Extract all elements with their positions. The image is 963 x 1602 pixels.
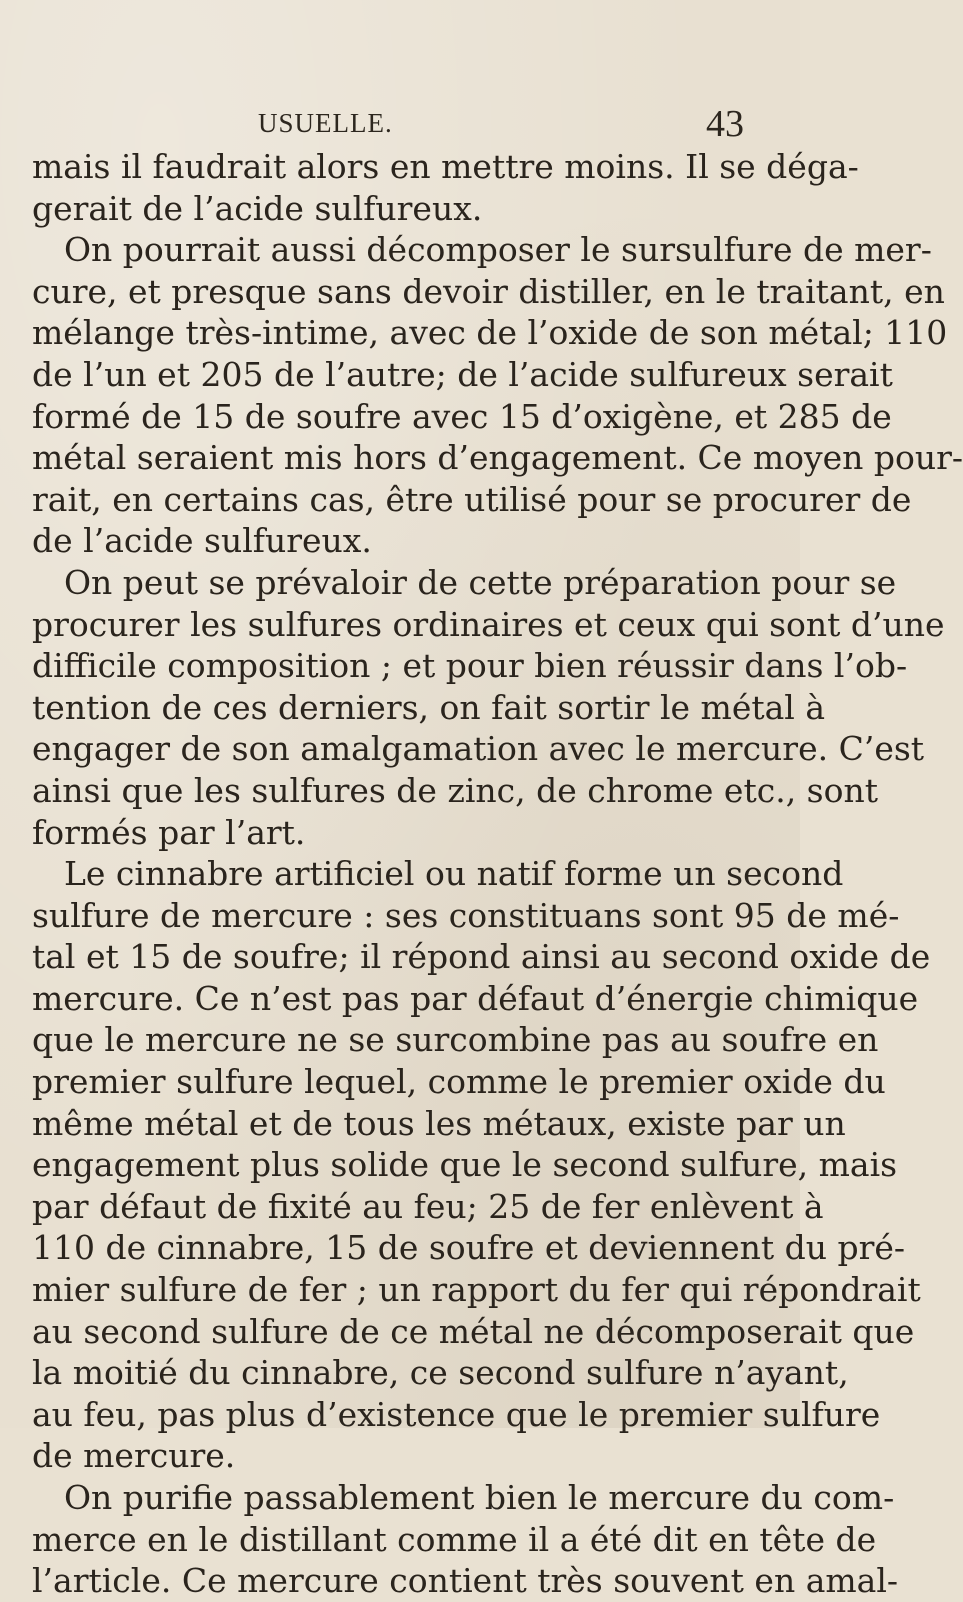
text-line: mercure. Ce n’est pas par défaut d’énergie chimique	[32, 978, 919, 1018]
text-line: au second sulfure de ce métal ne décomposerait que	[32, 1311, 915, 1351]
text-line: mélange très-intime, avec de l’oxide de son métal; 110	[32, 313, 948, 353]
text-line: la moitié du cinnabre, ce second sulfure n’ayant,	[32, 1353, 849, 1393]
text-line: mier sulfure de fer ; un rapport du fer qui répondrait	[32, 1270, 921, 1310]
text-line: tention de ces derniers, on fait sortir le métal à	[32, 687, 826, 727]
text-line: engagement plus solide que le second sulfure, mais	[32, 1145, 898, 1185]
text-line: gerait de l’acide sulfureux.	[32, 188, 483, 228]
page-number: 43	[706, 103, 744, 145]
text-line: formé de 15 de soufre avec 15 d’oxigène, et 285 de	[32, 396, 892, 436]
text-line: premier sulfure lequel, comme le premier oxide du	[32, 1062, 886, 1102]
text-line: engager de son amalgamation avec le mercure. C’est	[32, 729, 925, 769]
text-line: que le mercure ne se surcombine pas au soufre en	[32, 1020, 879, 1060]
text-line: ainsi que les sulfures de zinc, de chrome etc., sont	[32, 770, 878, 810]
text-line: On purifie passablement bien le mercure du com-	[64, 1478, 895, 1517]
text-line: sulfure de mercure : ses constituans sont 95 de mé-	[32, 895, 900, 935]
text-line: formés par l’art.	[32, 812, 306, 852]
text-line: Le cinnabre artificiel ou natif forme un second	[64, 854, 844, 894]
text-line: de l’acide sulfureux.	[32, 521, 372, 561]
body-text	[32, 146, 963, 1602]
text-line: rait, en certains cas, être utilisé pour se procurer de	[32, 479, 912, 519]
text-line: 110 de cinnabre, 15 de soufre et deviennent du pré-	[32, 1228, 906, 1268]
text-line: On peut se prévaloir de cette préparation pour se	[64, 562, 897, 602]
text-line: On pourrait aussi décomposer le sursulfure de mer-	[64, 230, 932, 270]
text-line: métal seraient mis hors d’engagement. Ce moyen pour-	[32, 438, 963, 478]
text-line: au feu, pas plus d’existence que le premier sulfure	[32, 1394, 881, 1434]
text-line: cure, et presque sans devoir distiller, en le traitant, en	[32, 271, 945, 311]
text-line: l’article. Ce mercure contient très souvent en amal-	[32, 1561, 899, 1601]
text-line: procurer les sulfures ordinaires et ceux qui sont d’une	[32, 604, 945, 644]
text-line: difficile composition ; et pour bien réussir dans l’ob-	[32, 646, 908, 686]
text-line: tal et 15 de soufre; il répond ainsi au second oxide de	[32, 937, 931, 977]
text-line: mais il faudrait alors en mettre moins. Il se déga-	[32, 147, 859, 186]
text-line: merce en le distillant comme il a été dit en tête de	[32, 1519, 877, 1559]
text-line: même métal et de tous les métaux, existe par un	[32, 1103, 846, 1143]
text-line: de l’un et 205 de l’autre; de l’acide sulfureux serait	[32, 354, 893, 394]
running-head: USUELLE.	[258, 108, 393, 138]
text-line: de mercure.	[32, 1436, 236, 1476]
text-line: par défaut de fixité au feu; 25 de fer enlèvent à	[32, 1186, 824, 1226]
page-header	[0, 102, 800, 146]
